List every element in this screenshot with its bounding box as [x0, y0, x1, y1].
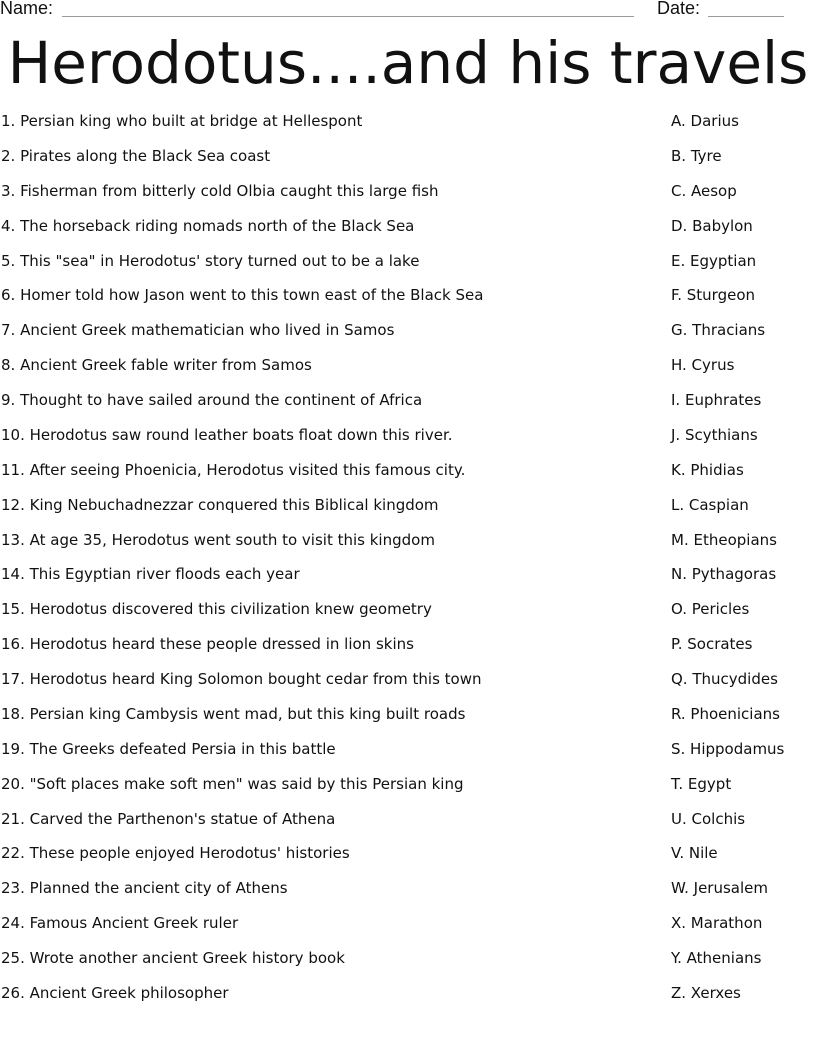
clue-item: 24. Famous Ancient Greek ruler: [1, 914, 239, 933]
answer-item: R. Phoenicians: [671, 704, 780, 723]
clue-item: 23. Planned the ancient city of Athens: [1, 879, 288, 898]
answer-item: D. Babylon: [671, 216, 753, 235]
worksheet-header: [0, 0, 816, 22]
answer-item: Q. Thucydides: [671, 670, 778, 688]
clue-item: 20. "Soft places make soft men" was said by this Persian king: [1, 774, 464, 793]
answer-item: B. Tyre: [671, 146, 722, 165]
clue-list: [1, 104, 641, 1011]
answer-item: O. Pericles: [671, 600, 750, 619]
answer-item: K. Phidias: [671, 460, 744, 479]
clue-item: 7. Ancient Greek mathematician who lived in Samos: [1, 321, 395, 340]
answer-item: J. Scythians: [671, 425, 758, 444]
clue-item: 17. Herodotus heard King Solomon bought cedar from this town: [1, 670, 482, 688]
name-label: Name:: [0, 0, 54, 18]
answer-item: P. Socrates: [671, 635, 753, 654]
clue-item: 2. Pirates along the Black Sea coast: [1, 146, 271, 165]
page-title: Herodotus....and his travels: [7, 29, 809, 97]
answer-item: U. Colchis: [671, 809, 746, 828]
clue-item: 9. Thought to have sailed around the continent of Africa: [1, 391, 423, 409]
clue-item: 26. Ancient Greek philosopher: [1, 983, 229, 1002]
clue-item: 12. King Nebuchadnezzar conquered this Biblical kingdom: [1, 495, 439, 514]
answer-item: X. Marathon: [671, 914, 763, 933]
name-blank-line: [62, 16, 634, 17]
clue-item: 22. These people enjoyed Herodotus' histories: [1, 844, 350, 863]
clue-item: 6. Homer told how Jason went to this town east of the Black Sea: [1, 286, 484, 305]
answer-list: [671, 104, 811, 1011]
clue-item: 16. Herodotus heard these people dressed in lion skins: [1, 635, 414, 654]
clue-item: 15. Herodotus discovered this civilization knew geometry: [1, 600, 432, 619]
answer-item: F. Sturgeon: [671, 286, 756, 305]
clue-item: 21. Carved the Parthenon's statue of Athena: [1, 809, 336, 828]
answer-item: M. Etheopians: [671, 530, 777, 549]
clue-item: 4. The horseback riding nomads north of the Black Sea: [1, 216, 415, 235]
answer-item: T. Egypt: [671, 774, 732, 793]
clue-item: 13. At age 35, Herodotus went south to visit this kingdom: [1, 530, 435, 549]
answer-item: A. Darius: [671, 112, 739, 130]
clue-item: 5. This "sea" in Herodotus' story turned out to be a lake: [1, 251, 420, 270]
clue-item: 3. Fisherman from bitterly cold Olbia caught this large fish: [1, 181, 439, 200]
clue-item: 10. Herodotus saw round leather boats float down this river.: [1, 425, 453, 444]
clue-item: 19. The Greeks defeated Persia in this battle: [1, 739, 336, 758]
clue-item: 1. Persian king who built at bridge at Hellespont: [1, 112, 363, 130]
answer-item: G. Thracians: [671, 321, 766, 340]
answer-item: N. Pythagoras: [671, 565, 777, 584]
clue-item: 18. Persian king Cambysis went mad, but this king built roads: [1, 704, 466, 723]
answer-item: I. Euphrates: [671, 391, 762, 409]
date-label: Date:: [657, 0, 701, 18]
answer-item: H. Cyrus: [671, 356, 735, 375]
answer-item: C. Aesop: [671, 181, 737, 200]
answer-item: E. Egyptian: [671, 251, 757, 270]
answer-item: V. Nile: [671, 844, 718, 863]
answer-item: L. Caspian: [671, 495, 749, 514]
clue-item: 14. This Egyptian river floods each year: [1, 565, 300, 584]
answer-item: S. Hippodamus: [671, 739, 785, 758]
date-blank-line: [708, 16, 784, 17]
answer-item: W. Jerusalem: [671, 879, 768, 898]
answer-item: Y. Athenians: [671, 949, 762, 967]
clue-item: 8. Ancient Greek fable writer from Samos: [1, 356, 312, 375]
clue-item: 25. Wrote another ancient Greek history book: [1, 949, 345, 967]
clue-item: 11. After seeing Phoenicia, Herodotus visited this famous city.: [1, 460, 466, 479]
answer-item: Z. Xerxes: [671, 983, 741, 1002]
